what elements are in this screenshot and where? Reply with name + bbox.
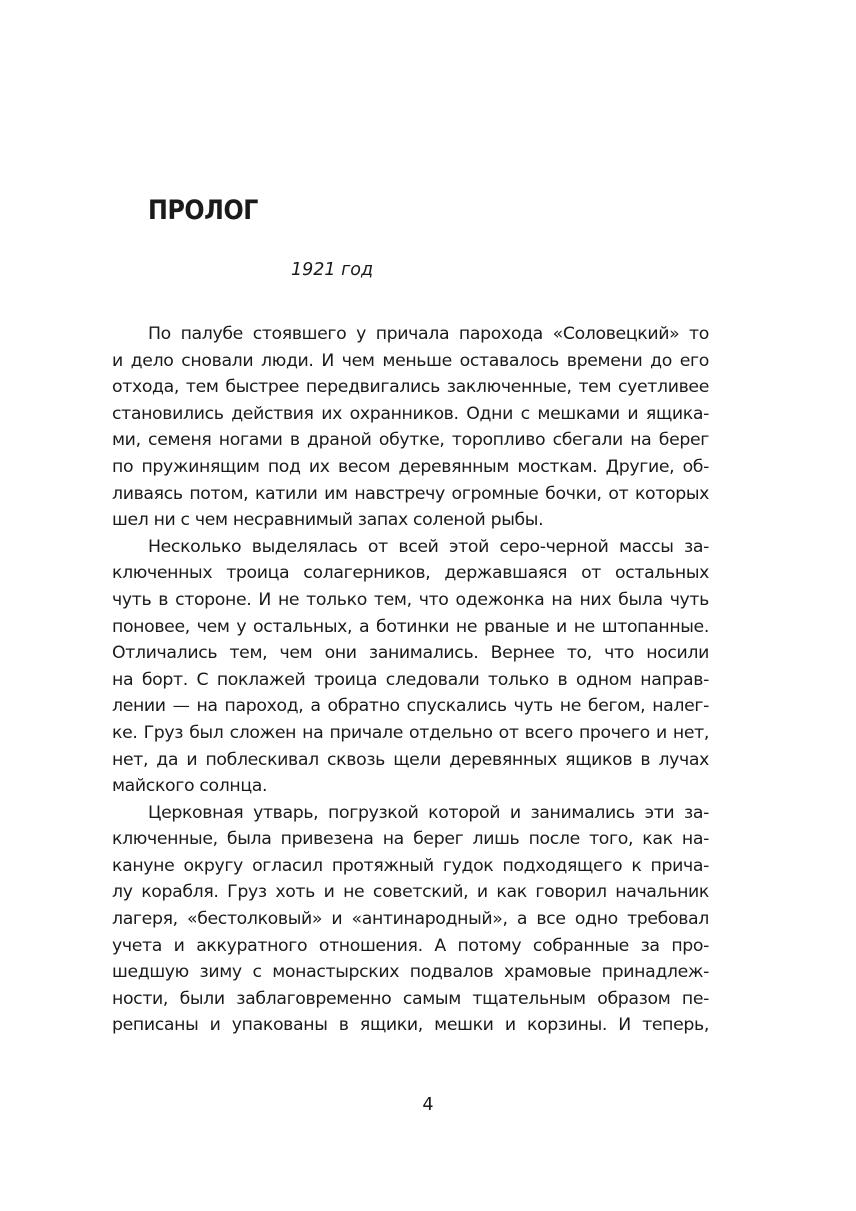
text-line: лу корабля. Груз хоть и не советский, и как говорил начальник [112, 882, 709, 903]
text-line: ливаясь потом, катили им навстречу огромные бочки, от которых [112, 483, 709, 504]
text-line: Отличались тем, чем они занимались. Вернее то, что носили [112, 643, 709, 664]
body-text [112, 321, 709, 1039]
epigraph-date: 1921 год [291, 260, 374, 280]
text-line: и дело сновали люди. И чем меньше оставалось времени до его [112, 350, 709, 371]
text-line: реписаны и упакованы в ящики, мешки и корзины. И теперь, [112, 1015, 709, 1036]
text-line: поновее, чем у остальных, а ботинки не рваные и не штопанные. [112, 616, 709, 637]
paragraph-1 [112, 321, 709, 534]
text-line: шел ни с чем несравнимый запах соленой рыбы. [112, 510, 544, 531]
text-line: ключенных троица солагерников, державшаяся от остальных [112, 563, 709, 584]
text-line: лагеря, «бестолковый» и «антинародный», а все одно требовал [112, 909, 709, 930]
text-line: учета и аккуратного отношения. А потому собранные за про- [112, 935, 709, 956]
paragraph-2 [112, 534, 709, 800]
text-line: отхода, тем быстрее передвигались заключенные, тем суетливее [112, 377, 709, 398]
text-line: Церковная утварь, погрузкой которой и занимались эти за- [148, 802, 709, 823]
text-line: лении — на пароход, а обратно спускались чуть не бегом, налег- [112, 696, 709, 717]
text-line: ности, были заблаговременно самым тщательным образом пе- [112, 988, 709, 1009]
text-line: шедшую зиму с монастырских подвалов храмовые принадлеж- [112, 962, 709, 983]
text-line: становились действия их охранников. Одни с мешками и ящика- [112, 403, 709, 424]
text-line: ключенные, была привезена на берег лишь после того, как на- [112, 829, 709, 850]
paragraph-3 [112, 800, 709, 1039]
text-line: по пружинящим под их весом деревянным мосткам. Другие, об- [112, 456, 709, 477]
chapter-title: ПРОЛОГ [148, 195, 258, 226]
page-number: 4 [422, 1095, 434, 1115]
text-line: ке. Груз был сложен на причале отдельно от всего прочего и нет, [112, 722, 709, 743]
text-line: чуть в стороне. И не только тем, что одежонка на них была чуть [112, 589, 709, 610]
text-line: майского солнца. [112, 776, 268, 797]
text-line: кануне округу огласил протяжный гудок подходящего к прича- [112, 855, 709, 876]
text-line: нет, да и поблескивал сквозь щели деревянных ящиков в лучах [112, 749, 709, 770]
text-line: на борт. С поклажей троица следовали только в одном направ- [112, 669, 709, 690]
text-line: По палубе стоявшего у причала парохода «Соловецкий» то [148, 324, 709, 344]
text-line: Несколько выделялась от всей этой серо-черной массы за- [148, 536, 709, 557]
text-line: ми, семеня ногами в драной обутке, торопливо сбегали на берег [112, 430, 709, 451]
